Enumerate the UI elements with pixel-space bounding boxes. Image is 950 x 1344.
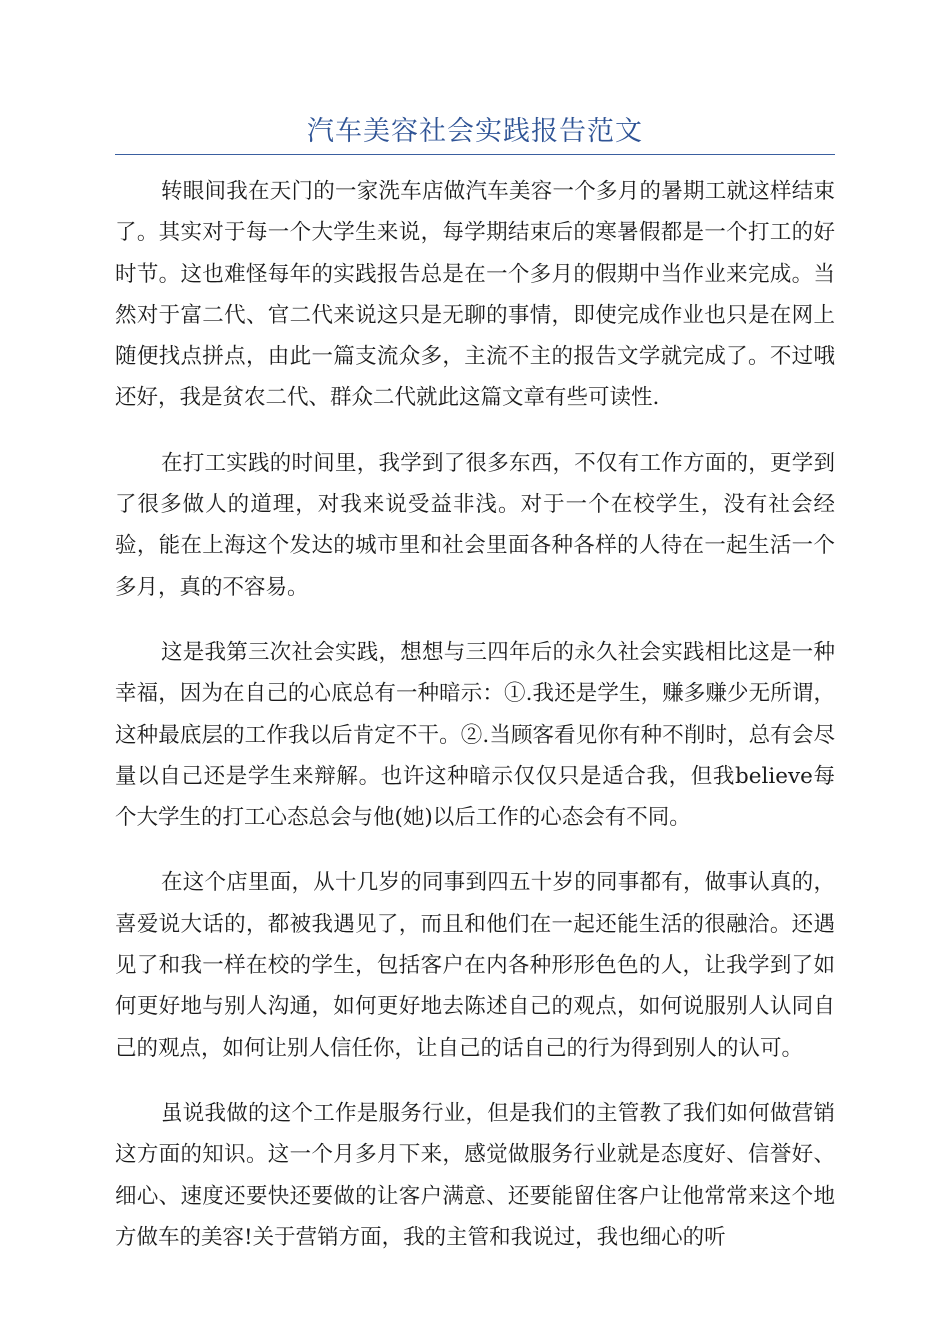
paragraph-3: 这是我第三次社会实践，想想与三四年后的永久社会实践相比这是一种幸福，因为在自己的心底总有一种暗示：①.我还是学生，赚多赚少无所谓，这种最底层的工作我以后肯定不干。②.当顾客看见你有种不削时，总有会尽量以自己还是学生来辩解。也许这种暗示仅仅只是适合我，但我believe每个大学生的打工心态总会与他(她)以后工作的心态会有不同。: [115, 639, 835, 831]
paragraph-2: 在打工实践的时间里，我学到了很多东西，不仅有工作方面的，更学到了很多做人的道理，对我来说受益非浅。对于一个在校学生，没有社会经验，能在上海这个发达的城市里和社会里面各种各样的人待在一起生活一个多月，真的不容易。: [115, 450, 835, 600]
title-underline: [115, 154, 835, 155]
document-title: 汽车美容社会实践报告范文: [307, 116, 643, 147]
paragraph-5: 虽说我做的这个工作是服务行业，但是我们的主管教了我们如何做营销这方面的知识。这一个月多月下来，感觉做服务行业就是态度好、信誉好、细心、速度还要快还要做的让客户满意、还要能留住客户让他常常来这个地方做车的美容!关于营销方面，我的主管和我说过，我也细心的听: [115, 1100, 835, 1250]
document-body: [115, 171, 835, 1282]
paragraph-1: 转眼间我在天门的一家洗车店做汽车美容一个多月的暑期工就这样结束了。其实对于每一个大学生来说，每学期结束后的寒暑假都是一个打工的好时节。这也难怪每年的实践报告总是在一个多月的假期中当作业来完成。当然对于富二代、官二代来说这只是无聊的事情，即使完成作业也只是在网上随便找点拼点，由此一篇支流众多，主流不主的报告文学就完成了。不过哦还好，我是贫农二代、群众二代就此这篇文章有些可读性.: [115, 179, 835, 411]
paragraph-4: 在这个店里面，从十几岁的同事到四五十岁的同事都有，做事认真的，喜爱说大话的，都被我遇见了，而且和他们在一起还能生活的很融洽。还遇见了和我一样在校的学生，包括客户在内各种形形色色的人，让我学到了如何更好地与别人沟通，如何更好地去陈述自己的观点，如何说服别人认同自己的观点，如何让别人信任你，让自己的话自己的行为得到别人的认可。: [115, 870, 835, 1061]
